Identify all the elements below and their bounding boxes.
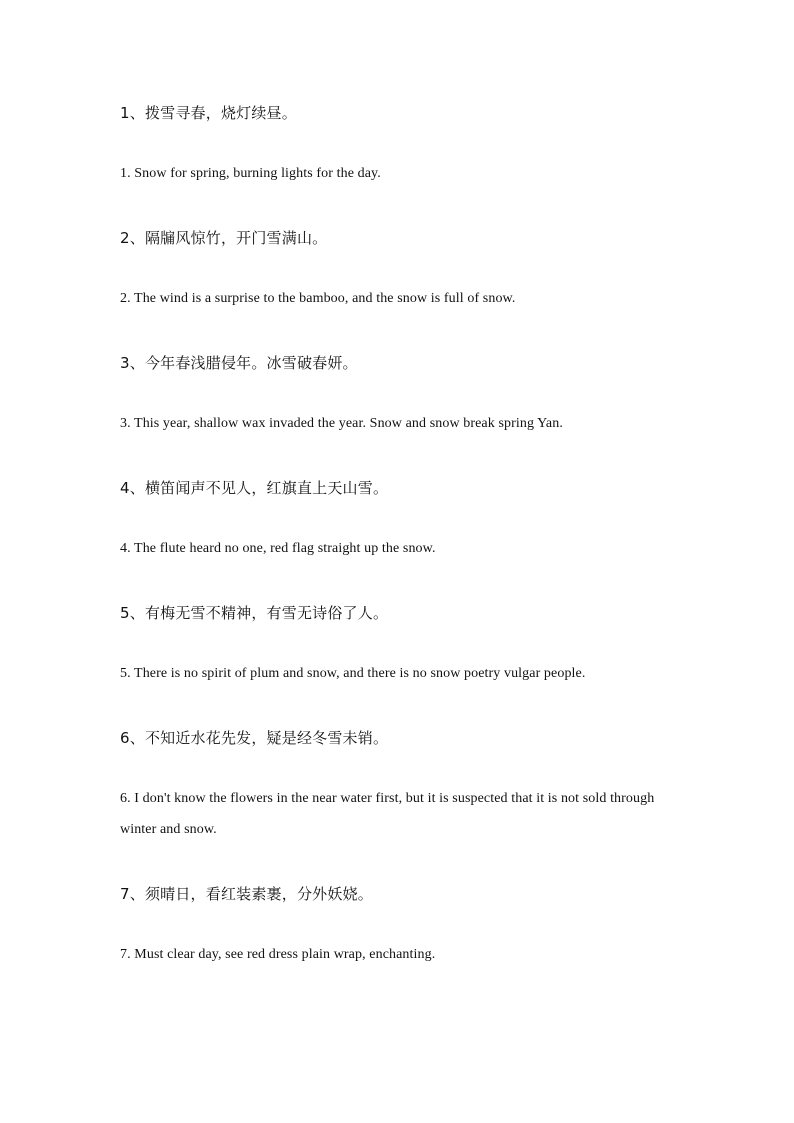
poem-line-2-english: 2. The wind is a surprise to the bamboo, and the snow is full of snow. [120, 291, 516, 306]
poem-line-7-english: 7. Must clear day, see red dress plain wrap, enchanting. [120, 947, 436, 962]
poem-line-1-english: 1. Snow for spring, burning lights for the day. [120, 166, 381, 181]
poem-line-1-chinese: 1、拨雪寻春，烧灯续昼。 [120, 104, 297, 122]
poem-line-6-chinese: 6、不知近水花先发，疑是经冬雪未销。 [120, 729, 389, 747]
poem-line-5-chinese: 5、有梅无雪不精神，有雪无诗俗了人。 [120, 604, 389, 622]
poem-line-6-english: 6. I don't know the flowers in the near water first, but it is suspected that it is not sold through winter and snow. [120, 791, 655, 837]
poem-line-3-english: 3. This year, shallow wax invaded the year. Snow and snow break spring Yan. [120, 416, 563, 431]
poem-line-7-chinese: 7、须晴日，看红装素裹，分外妖娆。 [120, 885, 373, 903]
poem-line-4-chinese: 4、横笛闻声不见人，红旗直上天山雪。 [120, 479, 389, 497]
poem-line-3-chinese: 3、今年春浅腊侵年。冰雪破春妍。 [120, 354, 358, 372]
poem-line-4-english: 4. The flute heard no one, red flag straight up the snow. [120, 541, 436, 556]
poem-line-5-english: 5. There is no spirit of plum and snow, and there is no snow poetry vulgar people. [120, 666, 586, 681]
poem-line-2-chinese: 2、隔牖风惊竹，开门雪满山。 [120, 229, 328, 247]
